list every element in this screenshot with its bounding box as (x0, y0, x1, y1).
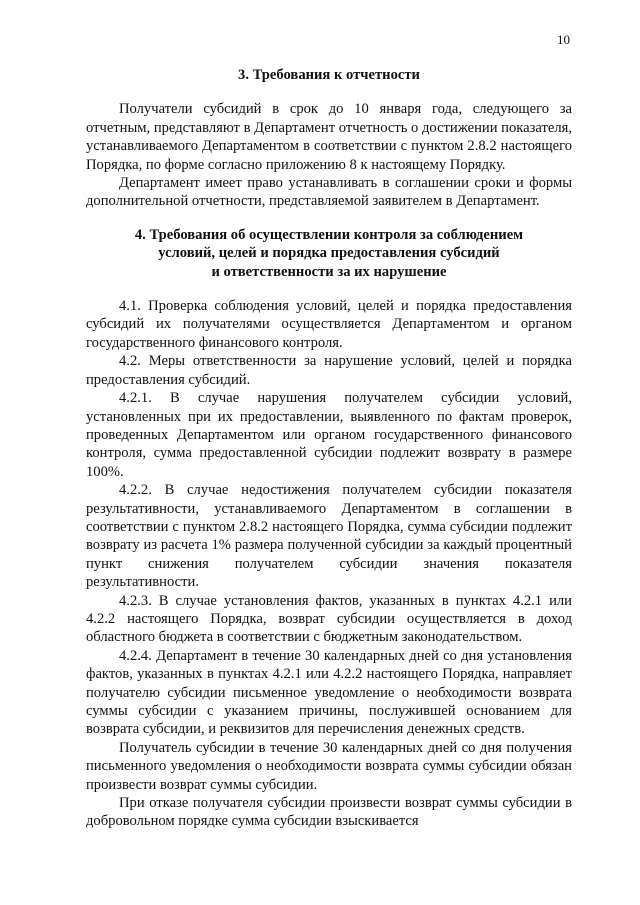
section-4-title-line: 4. Требования об осуществлении контроля за соблюдением (134, 226, 524, 243)
paragraph: 4.2. Меры ответственности за нарушение условий, целей и порядка предоставления субсидий. (86, 353, 572, 388)
paragraph: Департамент имеет право устанавливать в соглашении сроки и формы дополнительной отчетности, представляемой заявителем в Департамент. (86, 175, 572, 210)
paragraph: 4.2.3. В случае установления фактов, указанных в пунктах 4.2.1 или 4.2.2 настоящего Порядка, возврат субсидии осуществляется в доход областного бюджета в соответствии с бюджетным законодательством. (86, 592, 572, 646)
paragraph: 4.2.1. В случае нарушения получателем субсидии условий, установленных при их предоставлении, выявленного по фактам проверок, проведенных Департаментом или органом государственного финансового контроля, сумма предоставленной субсидии подлежит возврату в размере 100%. (86, 390, 572, 480)
paragraph: Получатель субсидии в течение 30 календарных дней со дня получения письменного уведомления о необходимости возврата суммы субсидии обязан произвести возврат суммы субсидии. (86, 739, 572, 793)
paragraph: Получатели субсидий в срок до 10 января года, следующего за отчетным, представляют в Департамент отчетность о достижении показателя, устанавливаемого Департаментом в соответствии с пунктом 2.8.2 настоящего Порядка, по форме согласно приложению 8 к настоящему Порядку. (86, 101, 572, 173)
section-3-title: 3. Требования к отчетности (238, 67, 420, 83)
paragraph: При отказе получателя субсидии произвести возврат суммы субсидии в добровольном порядке сумма субсидии взыскивается (86, 795, 572, 830)
paragraph: 4.2.2. В случае недостижения получателем субсидии показателя результативности, устанавливаемого Департаментом в соглашении в соответствии с пунктом 2.8.2 настоящего Порядка, сумма субсидии подлежит возврату из расчета 1% размера полученной субсидии за каждый процентный пункт снижения получателем субсидии значения показателя результативности. (86, 482, 572, 591)
section-3-body (86, 100, 572, 210)
section-4-body (86, 297, 572, 831)
page-content (86, 66, 572, 831)
page-number: 10 (557, 32, 570, 47)
paragraph: 4.2.4. Департамент в течение 30 календарных дней со дня установления фактов, указанных в пунктах 4.2.1 или 4.2.2 настоящего Порядка, направляет получателю субсидии письменное уведомление о необходимости возврата суммы субсидии с указанием причины, послужившей основанием для возврата субсидии, и реквизитов для перечисления денежных средств. (86, 647, 572, 738)
section-4-title-line: условий, целей и порядка предоставления субсидий (158, 245, 500, 262)
section-4-title-line: и ответственности за их нарушение (211, 263, 447, 280)
paragraph: 4.1. Проверка соблюдения условий, целей и порядка предоставления субсидий их получателями осуществляется Департаментом и органом государственного финансового контроля. (86, 298, 572, 351)
section-4-title (86, 226, 572, 281)
